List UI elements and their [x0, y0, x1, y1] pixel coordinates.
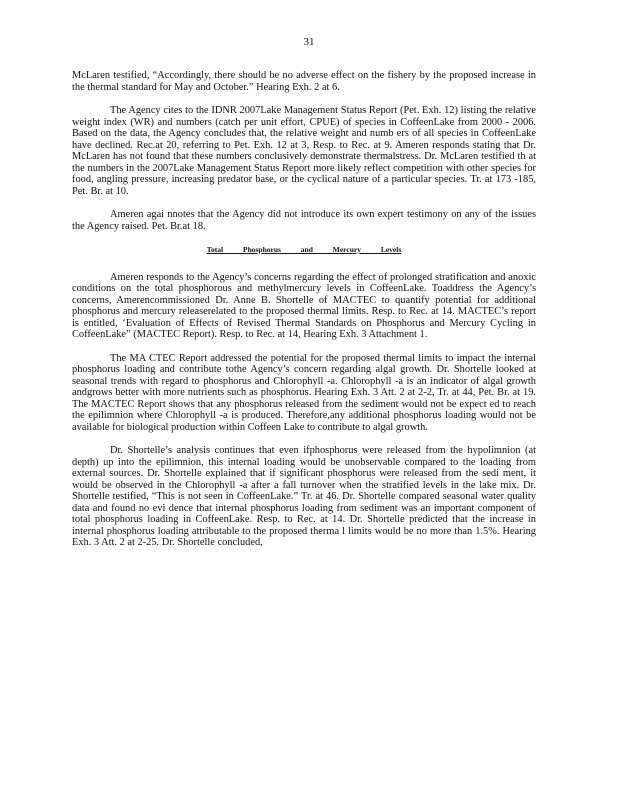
- paragraph-ameren-no-expert: Ameren agai nnotes that the Agency did not introduce its own expert testimony on any of the issues the Agency raised. Pet. Br.at 18.: [72, 209, 536, 232]
- paragraph-shortelle-analysis: Dr. Shortelle’s analysis continues that even ifphosphorus were released from the hypolimnion (at depth) up into the epilimnion, this internal loading would be unobservable compared to the loading from external sources. Dr. Shortelle explained that if significant phosphorus were released from the sedi ment, it would be observed in the Chlorophyll -a after a fall turnover when the stratified levels in the lake mix. Dr. Shortelle testified, “This is not seen in CoffeenLake.” Tr. at 46. Dr. Shortelle compared seasonal water quality data and found no evi dence that internal phosphorus loading from sediment was an important component of total phosphorus loading in CoffeenLake. Resp. to Rec. at 14. Dr. Shortelle predicted that the increase in internal phosphorus loading attributable to the proposed therma l limits would be no more than 1.5%. Hearing Exh. 3 Att. 2 at 2-25. Dr. Shortelle concluded,: [72, 445, 536, 548]
- paragraph-agency-idnr-report: The Agency cites to the IDNR 2007Lake Management Status Report (Pet. Exh. 12) listing the relative weight index (WR) and numbers (catch per unit effort, CPUE) of species in CoffeenLake from 2000 - 2006. Based on the data, the Agency concludes that, the relative weight and numb ers of all species in CoffeenLake have declined. Rec.at 20, referring to Pet. Exh. 12 at 3, Resp. to Rec. at 9. Ameren responds stating that Dr. McLaren has not found that these numbers conclusively demonstrate thermalstress. Dr. McLaren testified th at the numbers in the 2007Lake Management Status Report more likely reflect competition with other species for food, angling pressure, increasing predator base, or the cyclical nature of a particular species. Tr. at 173 -185, Pet. Br. at 10.: [72, 105, 536, 197]
- section-heading: Total Phosphorus and Mercury Levels: [206, 245, 402, 254]
- page-number: 31: [303, 36, 315, 48]
- document-body: [72, 70, 536, 561]
- paragraph-ameren-mactec: Ameren responds to the Agency’s concerns regarding the effect of prolonged stratification and anoxic conditions on the total phosphorous and methylmercury levels in CoffeenLake. Toaddress the Agency’s concerns, Amerencommissioned Dr. Anne B. Shortelle of MACTEC to quantify potential for additional phosphorus and mercury releaserelated to the proposed thermal limits. Resp. to Rec. at 14. MACTEC’s report is entitled, ‘Evaluation of Effects of Revised Thermal Standards on Phosphorus and Mercury Cycling in CoffeenLake” (MACTEC Report). Resp. to Rec. at 14, Hearing Exh. 3 Attachment 1.: [72, 271, 536, 340]
- paragraph-mactec-report: The MA CTEC Report addressed the potential for the proposed thermal limits to impact the internal phosphorus loading and contribute tothe Agency’s concern regarding algal growth. Dr. Shortelle looked at seasonal trends with regard to phosphorus and Chlorophyll -a. Chlorophyll -a is an indicator of algal growth andgrows better with more nutrients such as phosphorus. Hearing Exh. 3 Att. 2 at 2-2, Tr. at 44, Pet. Br. at 19. The MACTEC Report shows that any phosphorus released from the sediment would not be expect ed to reach the epilimnion where Chlorophyll -a is produced. Therefore,any additional phosphorus loading would not be available for biological production within Coffeen Lake to contribute to algal growth.: [72, 352, 536, 433]
- paragraph-mclaren-quote: McLaren testified, “Accordingly, there should be no adverse effect on the fishery by the proposed increase in the thermal standard for May and October.” Hearing Exh. 2 at 6.: [72, 70, 536, 93]
